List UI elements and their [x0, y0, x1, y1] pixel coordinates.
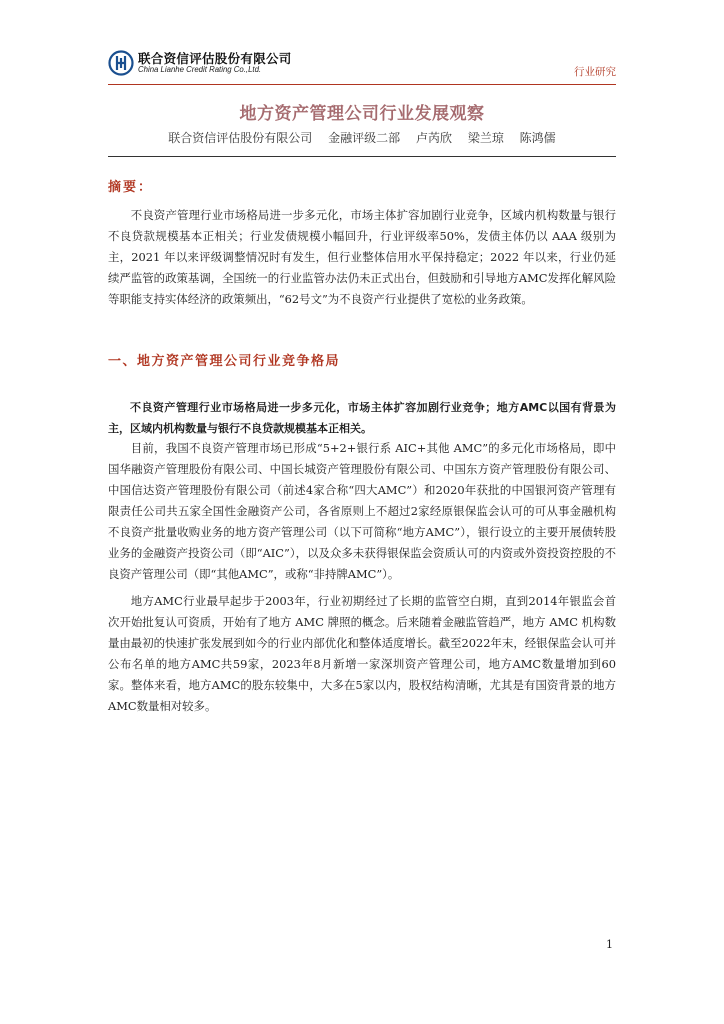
body-paragraph: 目前，我国不良资产管理市场已形成“5+2+银行系 AIC+其他 AMC”的多元化市场格局，即中国华融资产管理股份有限公司、中国长城资产管理股份有限公司、中国东方资产管理股份有限公司、中国信达资产管理股份有限公司（前述4家合称“四大AMC”）和2020年获批的中国银河资产管理有限责任公司共五家全国性金融资产公司，各省原则上不超过2家经原银保监会认可的可从事金融机构不良资产批量收购业务的地方资产管理公司（以下可简称“地方AMC”），银行设立的主要开展债转股业务的金融资产投资公司（即“AIC”），以及众多未获得银保监会资质认可的内资或外资投资控股的不良资产管理公司（即“其他AMC”，或称“非持牌AMC”）。	[108, 441, 616, 581]
abstract-heading: 摘要：	[108, 180, 154, 195]
page-number: 1	[606, 938, 613, 951]
author-line	[0, 129, 724, 146]
title-divider	[108, 156, 616, 157]
author-dept: 金融评级二部	[328, 131, 401, 145]
author-org: 联合资信评估股份有限公司	[168, 131, 313, 145]
document-title: 地方资产管理公司行业发展观察	[239, 104, 485, 124]
company-name-en: China Lianhe Credit Rating Co.,Ltd.	[138, 65, 262, 74]
company-logo-icon	[108, 50, 134, 76]
author-name: 梁兰琼	[467, 131, 504, 145]
author-name: 卢芮欣	[415, 131, 452, 145]
section-label: 行业研究	[574, 66, 616, 78]
body-paragraph: 地方AMC行业最早起步于2003年，行业初期经过了长期的监管空白期，直到2014年银监会首次开始批复认可资质，开始有了地方 AMC 牌照的概念。后来随着金融监管趋严，地方 AMC 机构数量由最初的快速扩张发展到如今的行业内部优化和整体适度增长。截至2022年末，经银保监会认可并公布名单的地方AMC共59家，2023年8月新增一家深圳资产管理公司，地方AMC数量增加到60家。整体来看，地方AMC的股东较集中，大多在5家以内，股权结构清晰，尤其是有国资背景的地方AMC数量相对较多。	[108, 594, 616, 713]
author-name: 陈鸿儒	[519, 131, 556, 145]
abstract-text: 不良资产管理行业市场格局进一步多元化，市场主体扩容加剧行业竞争，区域内机构数量与银行不良贷款规模基本正相关；行业发债规模小幅回升，行业评级率50%，发债主体仍以 AAA 级别为主，2021 年以来评级调整情况时有发生，但行业整体信用水平保持稳定；2022 年以来，行业仍延续严监管的政策基调，全国统一的行业监管办法仍未正式出台，但鼓励和引导地方AMC发挥化解风险等职能支持实体经济的政策频出，“62号文”为不良资产行业提供了宽松的业务政策。	[108, 208, 616, 306]
section-heading: 一、地方资产管理公司行业竞争格局	[108, 354, 341, 369]
header-divider	[108, 84, 616, 85]
page-header	[108, 48, 616, 84]
company-name-cn: 联合资信评估股份有限公司	[138, 51, 292, 66]
section-lead: 不良资产管理行业市场格局进一步多元化，市场主体扩容加剧行业竞争；地方AMC以国有背景为主，区域内机构数量与银行不良贷款规模基本正相关。	[108, 401, 616, 435]
